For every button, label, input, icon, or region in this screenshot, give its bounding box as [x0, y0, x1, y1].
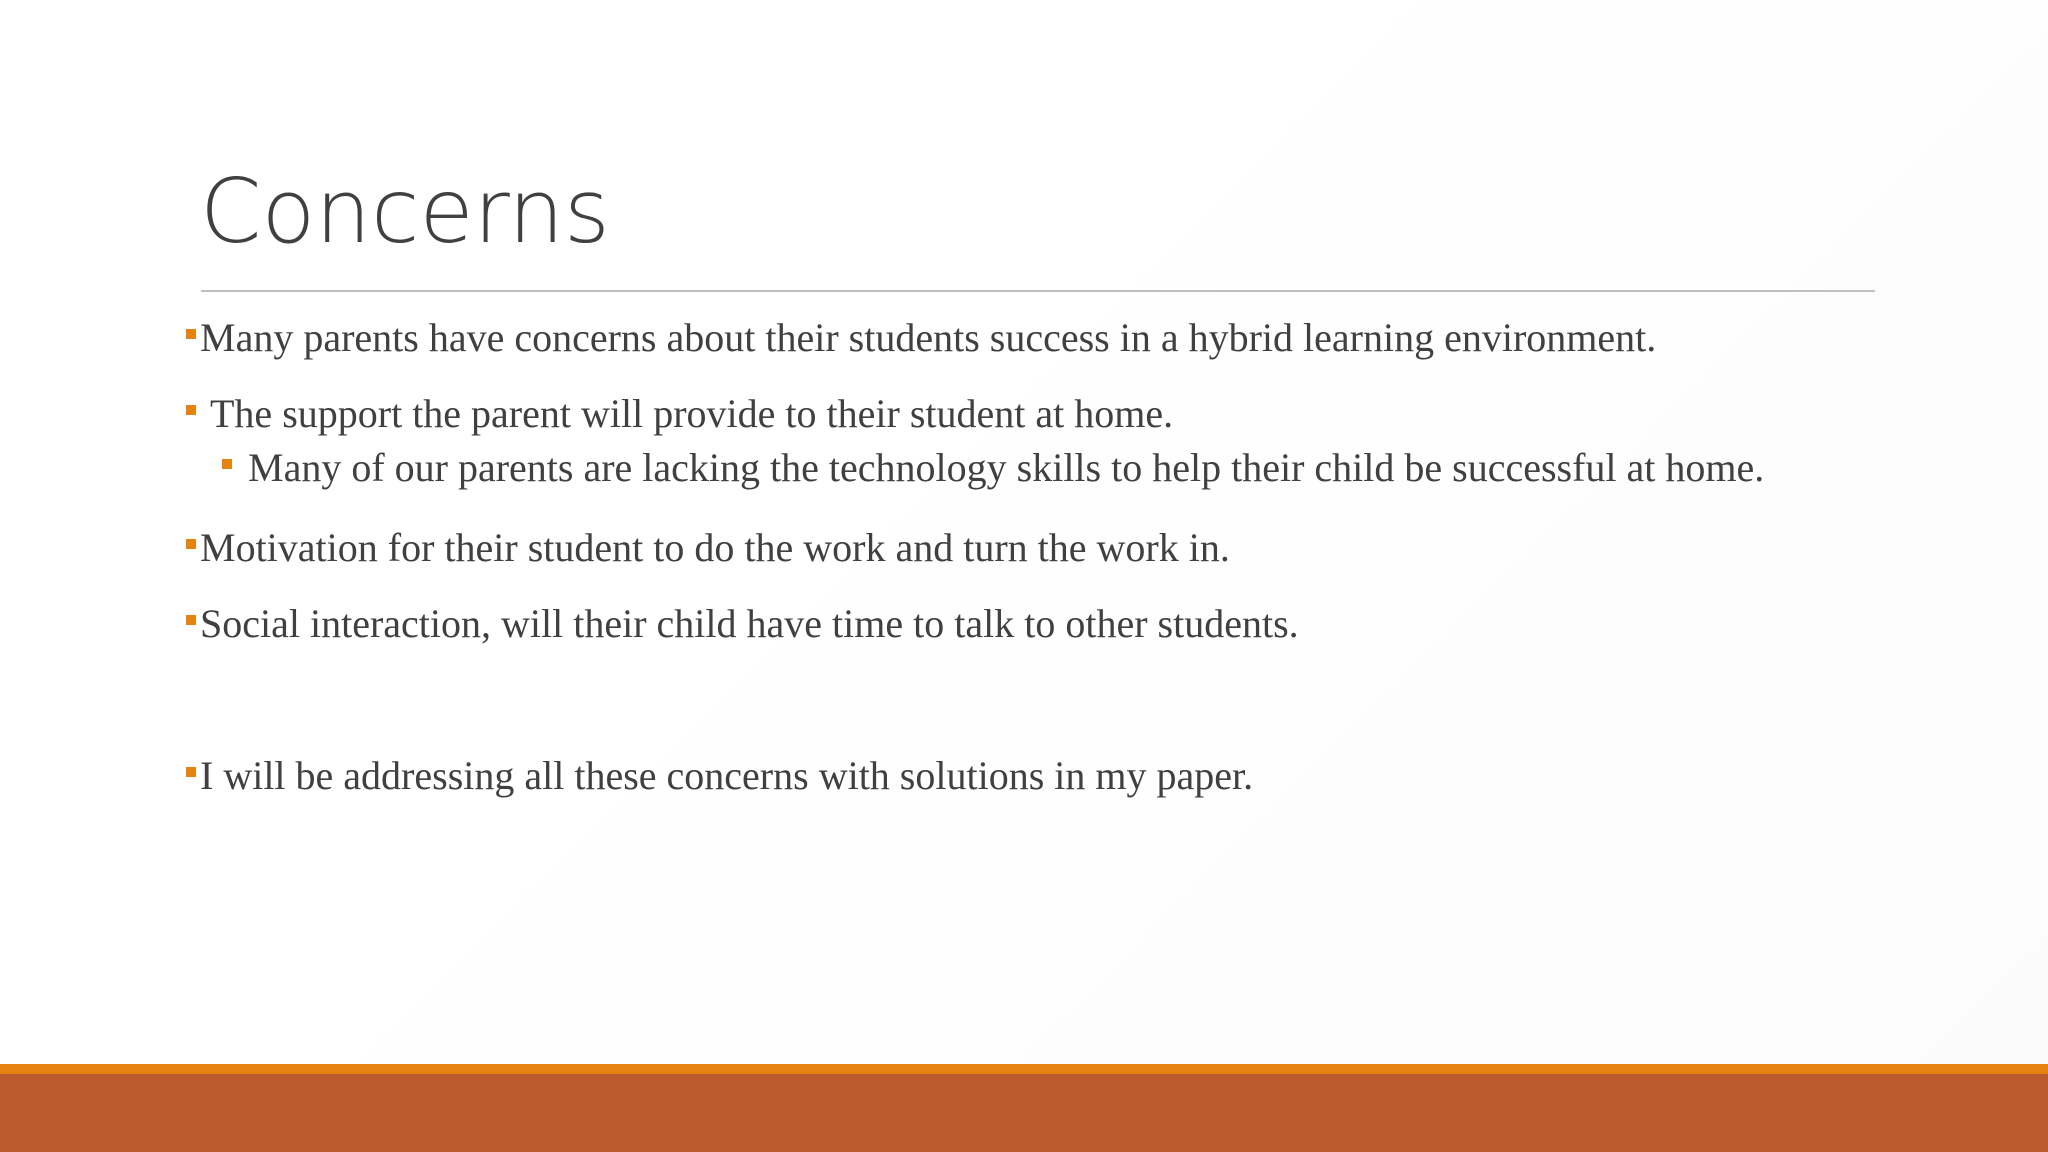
bullet-item-4 — [186, 601, 1299, 646]
bullet-square-icon — [222, 459, 232, 469]
bullet-item-1 — [186, 315, 1657, 360]
slide-title: Concerns — [200, 160, 610, 263]
footer-band — [0, 1074, 2048, 1152]
bullet-square-icon — [186, 539, 196, 549]
sub-bullet-item — [222, 445, 1765, 490]
bullet-text: I will be addressing all these concerns with solutions in my paper. — [200, 753, 1254, 798]
bullet-text: Many of our parents are lacking the technology skills to help their child be successful at home. — [248, 445, 1765, 490]
bullet-text: Social interaction, will their child have time to talk to other students. — [200, 601, 1299, 646]
title-divider — [201, 290, 1875, 292]
bullet-text: Many parents have concerns about their students success in a hybrid learning environment. — [200, 315, 1657, 360]
bullet-text: The support the parent will provide to their student at home. — [210, 391, 1174, 436]
bullet-text: Motivation for their student to do the work and turn the work in. — [200, 525, 1230, 570]
bullet-square-icon — [186, 767, 196, 777]
bullet-square-icon — [186, 329, 196, 339]
footer-accent-stripe — [0, 1064, 2048, 1074]
bullet-square-icon — [186, 615, 196, 625]
bullet-item-3 — [186, 525, 1230, 570]
bullet-item-2 — [186, 391, 1174, 436]
bullet-square-icon — [186, 405, 196, 415]
bullet-item-5 — [186, 753, 1254, 798]
